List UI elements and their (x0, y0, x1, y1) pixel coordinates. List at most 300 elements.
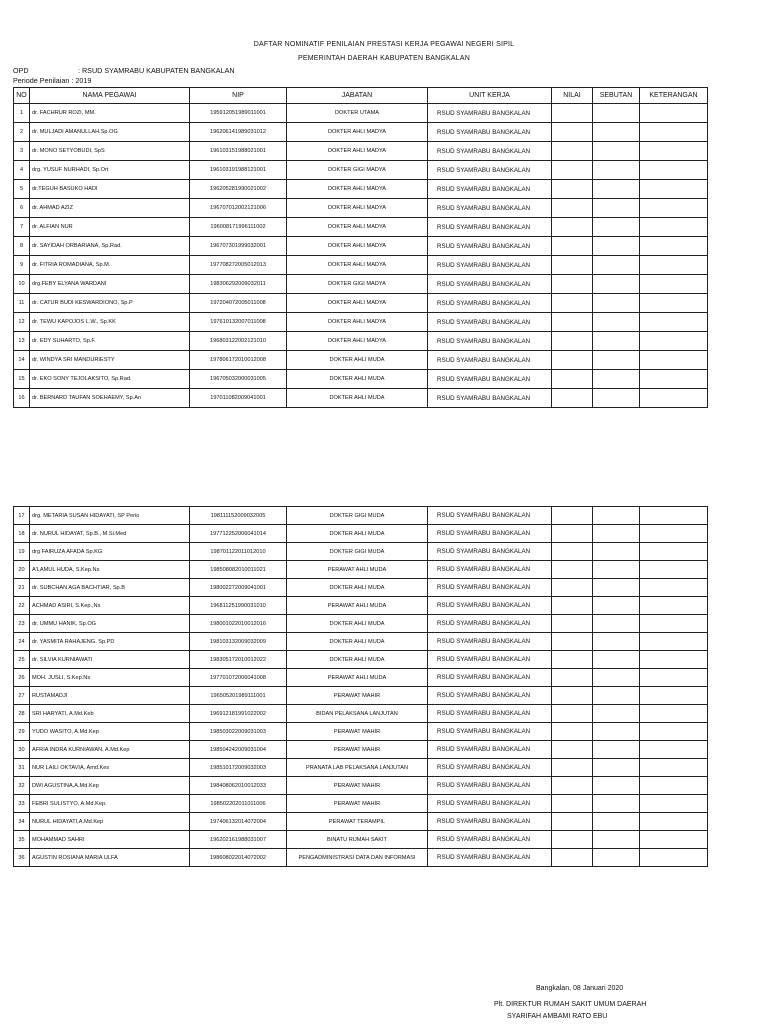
cell-nip: 197712252006041014 (190, 525, 287, 543)
cell-nip: 198002272009041001 (190, 579, 287, 597)
cell-nip: 198001022010012016 (190, 615, 287, 633)
cell-no: 15 (14, 370, 30, 389)
cell-keterangan (640, 651, 708, 669)
table-row (14, 669, 708, 687)
cell-keterangan (640, 294, 708, 313)
cell-unit-kerja: RSUD SYAMRABU BANGKALAN (428, 597, 552, 615)
cell-unit-kerja: RSUD SYAMRABU BANGKALAN (428, 759, 552, 777)
cell-sebutan (593, 104, 640, 123)
cell-nama: drg FAIRUZA AFADA Sp.KG (30, 543, 190, 561)
cell-keterangan (640, 142, 708, 161)
cell-unit-kerja: RSUD SYAMRABU BANGKALAN (428, 123, 552, 142)
cell-nama: dr. NURUL HIDAYAT, Sp.B., M.Si.Med (30, 525, 190, 543)
cell-keterangan (640, 370, 708, 389)
cell-nama: drg. METARIA SUSAN HIDAYATI, SP Perio (30, 507, 190, 525)
cell-nama: dr. AHMAD AZIZ (30, 199, 190, 218)
table-row (14, 351, 708, 370)
cell-nama: dr. MONO SETYOBUDI, SpS (30, 142, 190, 161)
cell-no: 24 (14, 633, 30, 651)
cell-nilai (552, 332, 593, 351)
cell-unit-kerja: RSUD SYAMRABU BANGKALAN (428, 813, 552, 831)
cell-nama: drg.FEBY ELYANA WARDANI (30, 275, 190, 294)
cell-no: 28 (14, 705, 30, 723)
cell-nilai (552, 123, 593, 142)
cell-unit-kerja: RSUD SYAMRABU BANGKALAN (428, 615, 552, 633)
cell-jabatan: PERAWAT AHLI MUDA (287, 561, 428, 579)
cell-nama: dr. SILVIA KURNIAWATI (30, 651, 190, 669)
cell-unit-kerja: RSUD SYAMRABU BANGKALAN (428, 543, 552, 561)
cell-sebutan (593, 525, 640, 543)
cell-no: 25 (14, 651, 30, 669)
cell-no: 22 (14, 597, 30, 615)
cell-nama: dr. SUBCHAN AGA BACHTIAR, Sp.B (30, 579, 190, 597)
cell-nilai (552, 687, 593, 705)
cell-nip: 198305172010012022 (190, 651, 287, 669)
cell-unit-kerja: RSUD SYAMRABU BANGKALAN (428, 294, 552, 313)
cell-sebutan (593, 199, 640, 218)
table-row (14, 218, 708, 237)
cell-nama: ACHMAD ASIRI, S.Kep.,Ns (30, 597, 190, 615)
cell-nip: 198510172009032003 (190, 759, 287, 777)
cell-jabatan: DOKTER AHLI MUDA (287, 651, 428, 669)
cell-jabatan: DOKTER AHLI MUDA (287, 525, 428, 543)
cell-no: 30 (14, 741, 30, 759)
table-row (14, 370, 708, 389)
cell-nip: 197610132007011008 (190, 313, 287, 332)
col-header-jabatan: JABATAN (287, 88, 428, 104)
cell-nama: dr. UMMU HANIK, Sp.OG (30, 615, 190, 633)
cell-nama: RUSTAMADJI (30, 687, 190, 705)
cell-sebutan (593, 332, 640, 351)
cell-unit-kerja: RSUD SYAMRABU BANGKALAN (428, 389, 552, 408)
table-row (14, 759, 708, 777)
cell-no: 23 (14, 615, 30, 633)
table-row (14, 332, 708, 351)
table-row (14, 389, 708, 408)
cell-jabatan: DOKTER AHLI MUDA (287, 351, 428, 370)
cell-jabatan: DOKTER AHLI MADYA (287, 256, 428, 275)
cell-sebutan (593, 723, 640, 741)
cell-sebutan (593, 705, 640, 723)
table-row (14, 543, 708, 561)
cell-sebutan (593, 687, 640, 705)
cell-sebutan (593, 543, 640, 561)
cell-nilai (552, 561, 593, 579)
cell-keterangan (640, 218, 708, 237)
cell-sebutan (593, 831, 640, 849)
cell-jabatan: PENGADMINISTRASI DATA DAN INFORMASI (287, 849, 428, 867)
cell-no: 17 (14, 507, 30, 525)
cell-nama: drg. YUSUF NURHADI, Sp.Ort (30, 161, 190, 180)
opd-label: OPD (13, 66, 29, 75)
cell-nilai (552, 525, 593, 543)
cell-nilai (552, 370, 593, 389)
cell-nip: 196103151988021001 (190, 142, 287, 161)
table-row (14, 561, 708, 579)
cell-nip: 198111152009032005 (190, 507, 287, 525)
cell-no: 3 (14, 142, 30, 161)
cell-jabatan: DOKTER AHLI MADYA (287, 332, 428, 351)
cell-nip: 197708272005012013 (190, 256, 287, 275)
cell-keterangan (640, 543, 708, 561)
cell-unit-kerja: RSUD SYAMRABU BANGKALAN (428, 237, 552, 256)
cell-unit-kerja: RSUD SYAMRABU BANGKALAN (428, 199, 552, 218)
cell-nilai (552, 313, 593, 332)
cell-unit-kerja: RSUD SYAMRABU BANGKALAN (428, 831, 552, 849)
cell-nama: dr. MULJADI AMANULLAH,Sp.OG (30, 123, 190, 142)
cell-nip: 196202161988031007 (190, 831, 287, 849)
cell-nip: 198502202011011006 (190, 795, 287, 813)
cell-keterangan (640, 561, 708, 579)
cell-unit-kerja: RSUD SYAMRABU BANGKALAN (428, 180, 552, 199)
cell-sebutan (593, 142, 640, 161)
cell-no: 1 (14, 104, 30, 123)
cell-sebutan (593, 633, 640, 651)
cell-nip: 198103132009032009 (190, 633, 287, 651)
cell-nilai (552, 795, 593, 813)
cell-unit-kerja: RSUD SYAMRABU BANGKALAN (428, 507, 552, 525)
cell-jabatan: PRANATA LAB PELAKSANA LANJUTAN (287, 759, 428, 777)
cell-keterangan (640, 332, 708, 351)
cell-nip: 198503022009031003 (190, 723, 287, 741)
cell-no: 7 (14, 218, 30, 237)
cell-sebutan (593, 180, 640, 199)
cell-jabatan: DOKTER GIGI MUDA (287, 543, 428, 561)
cell-sebutan (593, 759, 640, 777)
cell-nilai (552, 579, 593, 597)
cell-nama: dr. FACHRUR ROZI, MM. (30, 104, 190, 123)
cell-unit-kerja: RSUD SYAMRABU BANGKALAN (428, 849, 552, 867)
cell-sebutan (593, 237, 640, 256)
cell-sebutan (593, 813, 640, 831)
cell-nilai (552, 813, 593, 831)
cell-no: 6 (14, 199, 30, 218)
cell-jabatan: BINATU RUMAH SAKIT (287, 831, 428, 849)
cell-no: 14 (14, 351, 30, 370)
cell-no: 16 (14, 389, 30, 408)
table-row (14, 256, 708, 275)
cell-keterangan (640, 831, 708, 849)
cell-jabatan: DOKTER AHLI MADYA (287, 294, 428, 313)
cell-sebutan (593, 669, 640, 687)
cell-nama: NURUL HIDAYATI,A.Md.Kep (30, 813, 190, 831)
cell-unit-kerja: RSUD SYAMRABU BANGKALAN (428, 741, 552, 759)
cell-sebutan (593, 561, 640, 579)
cell-jabatan: DOKTER AHLI MADYA (287, 313, 428, 332)
cell-jabatan: PERAWAT MAHIR (287, 777, 428, 795)
employee-table-page-2 (13, 506, 708, 867)
cell-no: 26 (14, 669, 30, 687)
cell-unit-kerja: RSUD SYAMRABU BANGKALAN (428, 651, 552, 669)
table-row (14, 275, 708, 294)
cell-jabatan: DOKTER AHLI MADYA (287, 123, 428, 142)
cell-sebutan (593, 597, 640, 615)
cell-jabatan: PERAWAT AHLI MUDA (287, 669, 428, 687)
cell-nilai (552, 351, 593, 370)
cell-keterangan (640, 849, 708, 867)
cell-nama: DWI AGUSTINA,A.Md.Kep (30, 777, 190, 795)
cell-nilai (552, 669, 593, 687)
cell-nama: FEBRI SULISTYO, A.Md.Kep. (30, 795, 190, 813)
cell-nilai (552, 256, 593, 275)
cell-jabatan: PERAWAT MAHIR (287, 723, 428, 741)
cell-no: 21 (14, 579, 30, 597)
cell-jabatan: PERAWAT AHLI MUDA (287, 597, 428, 615)
cell-unit-kerja: RSUD SYAMRABU BANGKALAN (428, 579, 552, 597)
employee-table-page-1 (13, 87, 708, 408)
cell-nilai (552, 275, 593, 294)
cell-nama: dr. SAYIDAH ORBARIANA, Sp.Rad. (30, 237, 190, 256)
cell-nilai (552, 294, 593, 313)
cell-nip: 197701072006041008 (190, 669, 287, 687)
cell-nip: 198508082010011021 (190, 561, 287, 579)
cell-jabatan: DOKTER AHLI MADYA (287, 142, 428, 161)
cell-keterangan (640, 597, 708, 615)
cell-keterangan (640, 723, 708, 741)
cell-jabatan: PERAWAT MAHIR (287, 741, 428, 759)
cell-nip: 196205281990021002 (190, 180, 287, 199)
table-row (14, 795, 708, 813)
table-row (14, 313, 708, 332)
cell-keterangan (640, 237, 708, 256)
cell-nip: 196912181991022002 (190, 705, 287, 723)
cell-nip: 198306292009032011 (190, 275, 287, 294)
cell-sebutan (593, 351, 640, 370)
cell-no: 5 (14, 180, 30, 199)
cell-nama: dr. ALFIAN NUR (30, 218, 190, 237)
cell-sebutan (593, 370, 640, 389)
table-row (14, 597, 708, 615)
signature-position: Plt. DIREKTUR RUMAH SAKIT UMUM DAERAH (494, 1001, 647, 1008)
cell-no: 11 (14, 294, 30, 313)
cell-nip: 196707012002121006 (190, 199, 287, 218)
cell-jabatan: PERAWAT TERAMPIL (287, 813, 428, 831)
cell-jabatan: DOKTER UTAMA (287, 104, 428, 123)
cell-unit-kerja: RSUD SYAMRABU BANGKALAN (428, 313, 552, 332)
cell-nip: 198608022014072002 (190, 849, 287, 867)
cell-no: 10 (14, 275, 30, 294)
cell-sebutan (593, 615, 640, 633)
cell-nip: 196206141989031012 (190, 123, 287, 142)
col-header-keterangan: KETERANGAN (640, 88, 708, 104)
cell-nama: MOH. JUSLI, S.Kep.Ns (30, 669, 190, 687)
cell-jabatan: DOKTER AHLI MUDA (287, 370, 428, 389)
table-row (14, 723, 708, 741)
cell-sebutan (593, 123, 640, 142)
cell-unit-kerja: RSUD SYAMRABU BANGKALAN (428, 256, 552, 275)
table-row (14, 615, 708, 633)
cell-no: 27 (14, 687, 30, 705)
cell-nip: 197204072005011008 (190, 294, 287, 313)
cell-keterangan (640, 759, 708, 777)
cell-nilai (552, 180, 593, 199)
cell-nilai (552, 741, 593, 759)
cell-jabatan: DOKTER AHLI MADYA (287, 199, 428, 218)
cell-keterangan (640, 579, 708, 597)
cell-jabatan: DOKTER AHLI MUDA (287, 633, 428, 651)
cell-nip: 196103191988121001 (190, 161, 287, 180)
table-row (14, 123, 708, 142)
cell-nilai (552, 199, 593, 218)
cell-jabatan: DOKTER GIGI MADYA (287, 161, 428, 180)
cell-nama: dr.TEGUH BASUKO HADI (30, 180, 190, 199)
cell-nip: 196505201989111001 (190, 687, 287, 705)
cell-nip: 196705032000031005 (190, 370, 287, 389)
cell-nilai (552, 237, 593, 256)
table-row (14, 813, 708, 831)
table-header-row (14, 88, 708, 104)
cell-nama: dr. TEWU KAPOJOS L.W., Sp.KK (30, 313, 190, 332)
cell-keterangan (640, 389, 708, 408)
cell-nilai (552, 831, 593, 849)
cell-unit-kerja: RSUD SYAMRABU BANGKALAN (428, 561, 552, 579)
col-header-sebutan: SEBUTAN (593, 88, 640, 104)
cell-nama: dr. BERNARD TAUFAN SOEHAEMY, Sp.An (30, 389, 190, 408)
cell-nama: AGUSTIN ROSIANA MARIA ULFA (30, 849, 190, 867)
cell-jabatan: DOKTER AHLI MUDA (287, 389, 428, 408)
cell-nama: YUDO WASITO, A.Md.Kep (30, 723, 190, 741)
cell-nip: 196008171996111002 (190, 218, 287, 237)
table-row (14, 142, 708, 161)
cell-jabatan: PERAWAT MAHIR (287, 795, 428, 813)
cell-nip: 196803122002121010 (190, 332, 287, 351)
cell-sebutan (593, 161, 640, 180)
cell-no: 29 (14, 723, 30, 741)
cell-no: 32 (14, 777, 30, 795)
cell-unit-kerja: RSUD SYAMRABU BANGKALAN (428, 777, 552, 795)
cell-sebutan (593, 294, 640, 313)
cell-unit-kerja: RSUD SYAMRABU BANGKALAN (428, 705, 552, 723)
cell-unit-kerja: RSUD SYAMRABU BANGKALAN (428, 669, 552, 687)
cell-nip: 198701122011012010 (190, 543, 287, 561)
cell-no: 20 (14, 561, 30, 579)
cell-no: 13 (14, 332, 30, 351)
cell-nilai (552, 218, 593, 237)
cell-sebutan (593, 275, 640, 294)
table-row (14, 831, 708, 849)
cell-sebutan (593, 256, 640, 275)
cell-no: 18 (14, 525, 30, 543)
signature-place-date: Bangkalan, 08 Januari 2020 (536, 985, 624, 992)
table-row (14, 294, 708, 313)
cell-sebutan (593, 313, 640, 332)
cell-unit-kerja: RSUD SYAMRABU BANGKALAN (428, 332, 552, 351)
table-row (14, 507, 708, 525)
cell-nip: 197806172010012008 (190, 351, 287, 370)
cell-keterangan (640, 104, 708, 123)
cell-nama: dr. EKO SONY TEJOLAKSITO, Sp.Rad. (30, 370, 190, 389)
cell-keterangan (640, 199, 708, 218)
table-row (14, 180, 708, 199)
cell-no: 31 (14, 759, 30, 777)
signature-name: SYARIFAH AMBAMI RATO EBU (507, 1013, 608, 1020)
cell-nip: 195912051989011001 (190, 104, 287, 123)
cell-sebutan (593, 507, 640, 525)
cell-unit-kerja: RSUD SYAMRABU BANGKALAN (428, 723, 552, 741)
cell-keterangan (640, 123, 708, 142)
cell-no: 36 (14, 849, 30, 867)
cell-sebutan (593, 741, 640, 759)
table-row (14, 161, 708, 180)
cell-no: 2 (14, 123, 30, 142)
cell-nama: dr. WINDYA SRI MANDURIESTY (30, 351, 190, 370)
cell-sebutan (593, 218, 640, 237)
cell-keterangan (640, 687, 708, 705)
cell-no: 35 (14, 831, 30, 849)
cell-no: 33 (14, 795, 30, 813)
table-row (14, 104, 708, 123)
col-header-nilai: NILAI (552, 88, 593, 104)
cell-nilai (552, 777, 593, 795)
cell-keterangan (640, 507, 708, 525)
cell-no: 12 (14, 313, 30, 332)
table-row (14, 705, 708, 723)
cell-no: 4 (14, 161, 30, 180)
cell-keterangan (640, 161, 708, 180)
cell-unit-kerja: RSUD SYAMRABU BANGKALAN (428, 525, 552, 543)
cell-unit-kerja: RSUD SYAMRABU BANGKALAN (428, 161, 552, 180)
periode-label: Periode Penilaian : 2019 (13, 76, 92, 85)
cell-keterangan (640, 351, 708, 370)
cell-no: 8 (14, 237, 30, 256)
cell-jabatan: DOKTER AHLI MADYA (287, 218, 428, 237)
cell-unit-kerja: RSUD SYAMRABU BANGKALAN (428, 104, 552, 123)
cell-nip: 196707301999032001 (190, 237, 287, 256)
cell-nilai (552, 507, 593, 525)
cell-keterangan (640, 795, 708, 813)
col-header-nama: NAMA PEGAWAI (30, 88, 190, 104)
table-row (14, 237, 708, 256)
table-row (14, 525, 708, 543)
cell-nilai (552, 543, 593, 561)
table-row (14, 741, 708, 759)
cell-keterangan (640, 525, 708, 543)
cell-nilai (552, 651, 593, 669)
cell-nilai (552, 389, 593, 408)
cell-unit-kerja: RSUD SYAMRABU BANGKALAN (428, 370, 552, 389)
table-row (14, 777, 708, 795)
cell-keterangan (640, 813, 708, 831)
cell-sebutan (593, 849, 640, 867)
col-header-unit-kerja: UNIT KERJA (428, 88, 552, 104)
cell-no: 9 (14, 256, 30, 275)
cell-nilai (552, 705, 593, 723)
cell-nama: NUR LAILI OKTAVIA, Amd.Kes (30, 759, 190, 777)
table-row (14, 687, 708, 705)
cell-keterangan (640, 633, 708, 651)
cell-keterangan (640, 313, 708, 332)
cell-no: 19 (14, 543, 30, 561)
table-row (14, 579, 708, 597)
cell-jabatan: DOKTER AHLI MADYA (287, 237, 428, 256)
cell-no: 34 (14, 813, 30, 831)
cell-sebutan (593, 795, 640, 813)
cell-keterangan (640, 741, 708, 759)
cell-keterangan (640, 615, 708, 633)
cell-nama: SRI HARYATI, A.Md.Keb (30, 705, 190, 723)
cell-nama: MOHAMMAD SAHRI (30, 831, 190, 849)
cell-nilai (552, 849, 593, 867)
cell-nilai (552, 633, 593, 651)
cell-nama: dr. YASMITA RAHAJENG. Sp.PD (30, 633, 190, 651)
cell-nama: dr. FITRIA ROMADIANA, Sp.M. (30, 256, 190, 275)
cell-keterangan (640, 275, 708, 294)
cell-nilai (552, 759, 593, 777)
cell-keterangan (640, 705, 708, 723)
cell-unit-kerja: RSUD SYAMRABU BANGKALAN (428, 795, 552, 813)
cell-nama: AFRIA INDRA KURNIAWAN, A.Md.Kep (30, 741, 190, 759)
cell-jabatan: DOKTER AHLI MADYA (287, 180, 428, 199)
